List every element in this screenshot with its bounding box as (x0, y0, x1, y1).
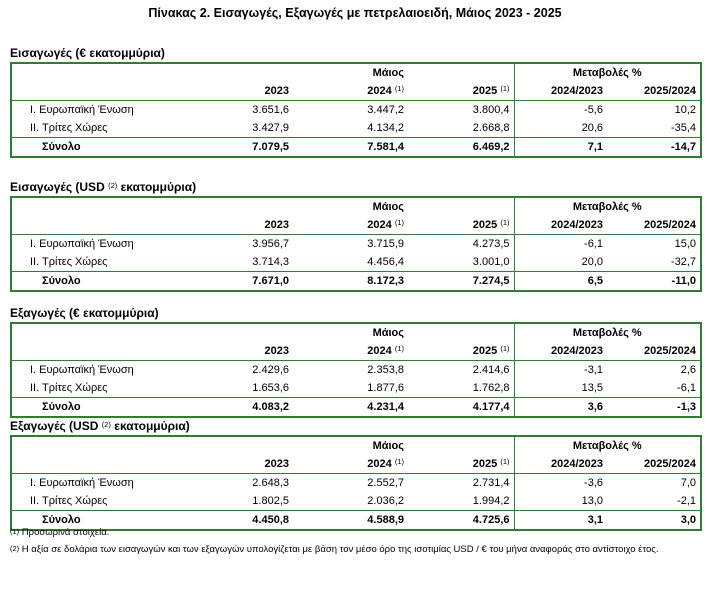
value-2024: 4.134,2 (367, 122, 404, 134)
table-row (11, 474, 701, 493)
section-title (10, 44, 700, 62)
section-title (10, 178, 700, 196)
changes-header: Μεταβολές % (514, 436, 701, 455)
col-2025-header: 2025 $^{(1)}$ (408, 82, 514, 101)
total-row (11, 138, 701, 158)
changes-header: Μεταβολές % (514, 197, 701, 216)
change-2025-2024: -32,7 (670, 256, 697, 268)
value-2023: 2.648,3 (252, 477, 289, 489)
change-2025-2024: -14,7 (607, 138, 701, 158)
total-row (11, 272, 701, 292)
change-2025-2024: -35,4 (670, 122, 697, 134)
row-label: Ι. Ευρωπαϊκή Ένωση (30, 477, 134, 489)
col-change2-header: 2025/2024 (607, 82, 701, 101)
row-label: ΙΙ. Τρίτες Χώρες (30, 495, 108, 507)
data-table (10, 196, 702, 292)
change-2024-2023: 13,0 (514, 492, 607, 511)
change-2024-2023: 7,1 (514, 138, 607, 158)
value-2025: 2.731,4 (472, 477, 510, 489)
col-2023-header: 2023 (195, 82, 293, 101)
value-2025: 4.273,5 (472, 238, 510, 250)
table-section-4 (10, 417, 700, 531)
change-2024-2023: -3,1 (514, 361, 607, 380)
col-change1-header: 2024/2023 (514, 342, 607, 361)
value-2024: 7.581,4 (293, 138, 408, 158)
change-2024-2023: -6,1 (514, 235, 607, 254)
row-label: Σύνολο (11, 138, 195, 158)
value-2025: 7.274,5 (408, 272, 514, 292)
header-row-1 (11, 436, 701, 455)
value-2023: 4.083,2 (195, 398, 293, 418)
value-2024: 4.231,4 (293, 398, 408, 418)
row-label: Ι. Ευρωπαϊκή Ένωση (30, 364, 134, 376)
changes-header: Μεταβολές % (514, 323, 701, 342)
value-2025: 1.994,2 (472, 495, 510, 507)
table-section-2 (10, 178, 700, 292)
section-title-pre: Εισαγωγές (USD (10, 180, 105, 194)
value-2023: 3.651,6 (252, 104, 289, 116)
month-header: Μάιος (372, 327, 404, 339)
change-2024-2023: -5,6 (514, 101, 607, 120)
value-2025: 6.469,2 (408, 138, 514, 158)
data-table (10, 435, 702, 531)
section-title-pre: Εξαγωγές (USD (10, 419, 99, 433)
col-2023-header: 2023 (195, 216, 293, 235)
value-2024: 4.588,9 (293, 511, 408, 531)
table-row (11, 235, 701, 254)
change-2025-2024: -6,1 (677, 382, 697, 394)
col-change2-header: 2025/2024 (607, 216, 701, 235)
col-2025-header: 2025 $^{(1)}$ (408, 216, 514, 235)
footnote-1: $^{(1)}$ Προσωρινά στοιχεία. (10, 527, 110, 538)
section-title-post: εκατομμύρια) (114, 419, 190, 433)
value-2024: 4.456,4 (367, 256, 404, 268)
value-2024: 1.877,6 (367, 382, 404, 394)
month-header: Μάιος (372, 201, 404, 213)
table-row (11, 119, 701, 138)
table-row (11, 492, 701, 511)
header-row-2 (11, 455, 701, 474)
value-2023: 3.714,3 (252, 256, 289, 268)
table-title: Πίνακας 2. Εισαγωγές, Εξαγωγές με πετρελαιοειδή, Μάιος 2023 - 2025 (148, 6, 562, 20)
section-title (10, 304, 700, 322)
col-2024-header: 2024 $^{(1)}$ (293, 455, 408, 474)
row-label: ΙΙ. Τρίτες Χώρες (30, 256, 108, 268)
header-row-2 (11, 342, 701, 361)
row-label: Σύνολο (11, 398, 195, 418)
value-2023: 7.079,5 (195, 138, 293, 158)
value-2024: 2.353,8 (367, 364, 404, 376)
data-table (10, 322, 702, 418)
value-2023: 1.802,5 (252, 495, 289, 507)
change-2024-2023: 3,1 (514, 511, 607, 531)
col-change2-header: 2025/2024 (607, 455, 701, 474)
section-title-note: (2) (108, 181, 118, 190)
change-2025-2024: 15,0 (674, 238, 697, 250)
row-label: ΙΙ. Τρίτες Χώρες (30, 382, 108, 394)
section-title-note: (2) (101, 420, 111, 429)
table-section-3 (10, 304, 700, 418)
table-row (11, 253, 701, 272)
change-2024-2023: 13,5 (514, 379, 607, 398)
value-2024: 3.715,9 (367, 238, 404, 250)
value-2025: 3.800,4 (472, 104, 510, 116)
section-title-post: εκατομμύρια) (120, 180, 197, 194)
col-2023-header: 2023 (195, 455, 293, 474)
col-2024-header: 2024 $^{(1)}$ (293, 82, 408, 101)
value-2023: 4.450,8 (195, 511, 293, 531)
row-label: Σύνολο (11, 272, 195, 292)
value-2023: 7.671,0 (195, 272, 293, 292)
section-title (10, 417, 700, 435)
value-2025: 1.762,8 (472, 382, 510, 394)
table-row (11, 379, 701, 398)
header-row-2 (11, 216, 701, 235)
col-change1-header: 2024/2023 (514, 216, 607, 235)
value-2025: 2.668,8 (472, 122, 510, 134)
footnote-2: $^{(2)}$ Η αξία σε δολάρια των εισαγωγών και των εξαγωγών υπολογίζεται με βάση τον μέσο όρο της ισοτιμίας USD / € του μήνα αναφοράς στο αντίστοιχο έτος. (10, 544, 659, 555)
change-2025-2024: -1,3 (607, 398, 701, 418)
month-header: Μάιος (372, 67, 404, 79)
table-row (11, 361, 701, 380)
data-table (10, 62, 702, 158)
col-2025-header: 2025 $^{(1)}$ (408, 455, 514, 474)
change-2025-2024: -2,1 (677, 495, 697, 507)
col-2024-header: 2024 $^{(1)}$ (293, 216, 408, 235)
col-change1-header: 2024/2023 (514, 82, 607, 101)
section-title-text: Εισαγωγές (€ εκατομμύρια) (10, 46, 165, 60)
value-2025: 4.177,4 (408, 398, 514, 418)
footnotes (10, 526, 700, 560)
header-row-1 (11, 197, 701, 216)
value-2025: 2.414,6 (472, 364, 510, 376)
row-label: ΙΙ. Τρίτες Χώρες (30, 122, 108, 134)
col-2023-header: 2023 (195, 342, 293, 361)
change-2024-2023: 20,0 (514, 253, 607, 272)
value-2024: 2.036,2 (367, 495, 404, 507)
total-row (11, 398, 701, 418)
changes-header: Μεταβολές % (514, 63, 701, 82)
change-2025-2024: 7,0 (680, 477, 697, 489)
change-2024-2023: -3,6 (514, 474, 607, 493)
col-change2-header: 2025/2024 (607, 342, 701, 361)
value-2023: 3.427,9 (252, 122, 289, 134)
change-2025-2024: -11,0 (607, 272, 701, 292)
col-2024-header: 2024 $^{(1)}$ (293, 342, 408, 361)
value-2023: 2.429,6 (252, 364, 289, 376)
change-2024-2023: 6,5 (514, 272, 607, 292)
header-row-2 (11, 82, 701, 101)
value-2025: 4.725,6 (408, 511, 514, 531)
col-2025-header: 2025 $^{(1)}$ (408, 342, 514, 361)
section-title-text: Εξαγωγές (€ εκατομμύρια) (10, 306, 159, 320)
month-header: Μάιος (372, 440, 404, 452)
col-change1-header: 2024/2023 (514, 455, 607, 474)
row-label: Σύνολο (11, 511, 195, 531)
table-row (11, 101, 701, 120)
table-section-1 (10, 44, 700, 158)
change-2025-2024: 10,2 (674, 104, 697, 116)
change-2024-2023: 20,6 (514, 119, 607, 138)
value-2024: 8.172,3 (293, 272, 408, 292)
value-2025: 3.001,0 (472, 256, 510, 268)
value-2024: 2.552,7 (367, 477, 404, 489)
header-row-1 (11, 323, 701, 342)
value-2024: 3.447,2 (367, 104, 404, 116)
value-2023: 1.653,6 (252, 382, 289, 394)
change-2024-2023: 3,6 (514, 398, 607, 418)
row-label: Ι. Ευρωπαϊκή Ένωση (30, 104, 134, 116)
header-row-1 (11, 63, 701, 82)
change-2025-2024: 3,0 (607, 511, 701, 531)
row-label: Ι. Ευρωπαϊκή Ένωση (30, 238, 134, 250)
value-2023: 3.956,7 (252, 238, 289, 250)
change-2025-2024: 2,6 (680, 364, 697, 376)
